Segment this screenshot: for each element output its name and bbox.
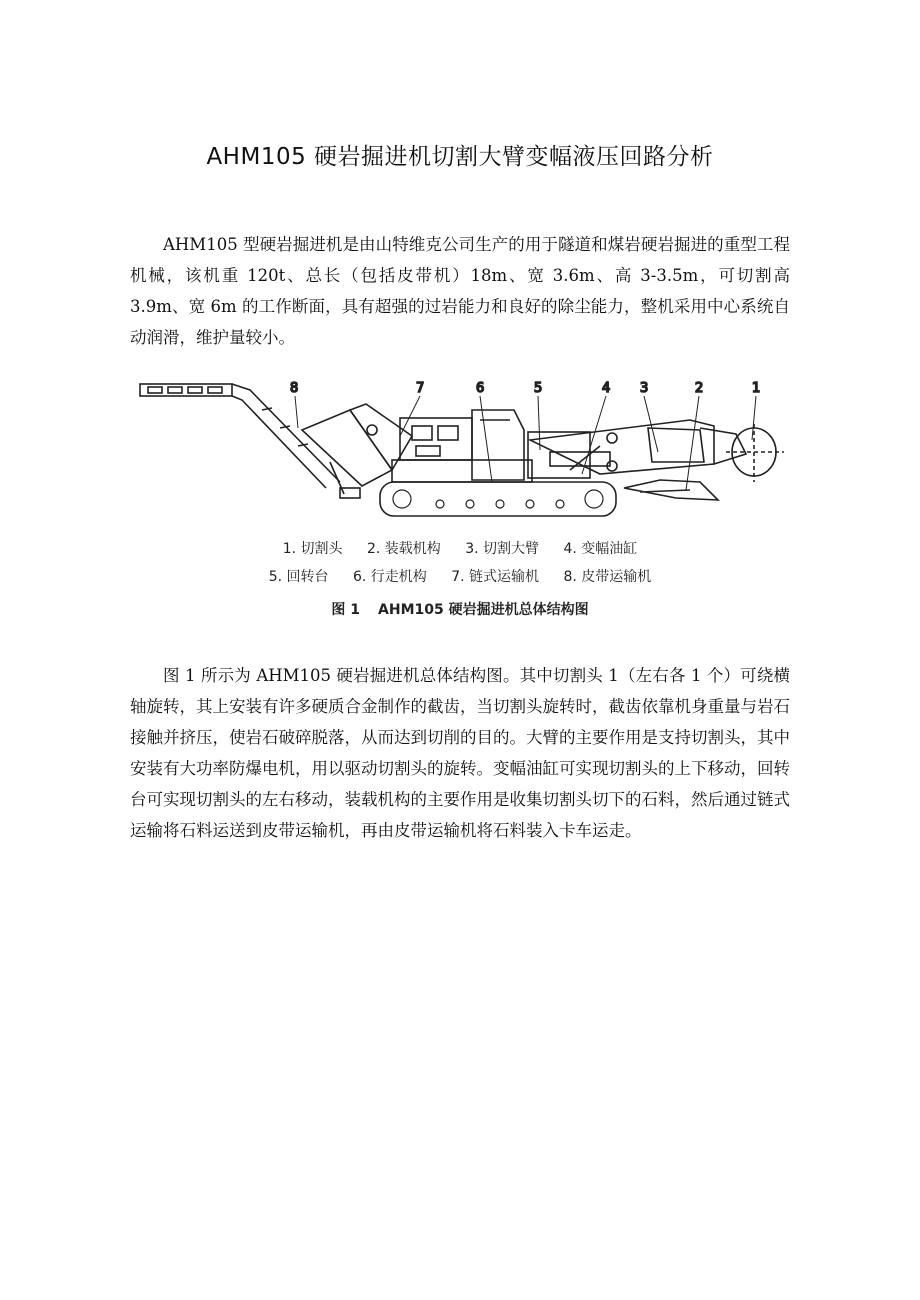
intro-paragraph: AHM105 型硬岩掘进机是由山特维克公司生产的用于隧道和煤岩硬岩掘进的重型工程机械，该机重 120t、总长（包括皮带机）18m、宽 3.6m、高 3-3.5m，可切割高 3.9m、宽 6m 的工作断面，具有超强的过岩能力和良好的除尘能力，整机采用中心系统自动润滑，维护量较小。 [130,235,790,347]
legend-item: 5. 回转台 [268,569,329,585]
legend-item: 4. 变幅油缸 [563,541,638,557]
legend-item: 6. 行走机构 [352,569,427,585]
legend-item: 8. 皮带运输机 [563,569,652,585]
figure-caption [130,599,790,619]
callout-4: 4 [602,381,611,396]
callout-1: 1 [752,381,761,396]
leader-lines [295,396,756,490]
boom-assembly-shape [528,420,746,478]
belt-conveyor-shape [140,384,340,488]
callout-3: 3 [640,381,649,396]
legend-item: 7. 链式运输机 [451,569,540,585]
legend-row-1 [130,538,790,558]
legend-item: 3. 切割大臂 [465,541,540,557]
callout-2: 2 [695,381,704,396]
legend-item: 2. 装载机构 [366,541,441,557]
legend-item: 1. 切割头 [282,541,343,557]
figure-caption-number: 图 1 [331,602,361,618]
callout-5: 5 [534,381,543,396]
document-title: AHM105 硬岩掘进机切割大臂变幅液压回路分析 [206,144,714,170]
machine-diagram [130,370,790,530]
machine-body-shape [392,410,532,482]
cutter-head-shape [726,424,784,482]
callout-8: 8 [290,381,299,396]
loading-mechanism-shape [624,480,718,500]
chain-conveyor-shape [302,404,412,498]
figure-caption-text: AHM105 硬岩掘进机总体结构图 [378,602,589,618]
legend-row-2 [130,566,790,586]
description-paragraph: 图 1 所示为 AHM105 硬岩掘进机总体结构图。其中切割头 1（左右各 1 个）可绕横轴旋转，其上安装有许多硬质合金制作的截齿，当切割头旋转时，截齿依靠机身重量与岩石接触并挤压，使岩石破碎脱落，从而达到切削的目的。大臂的主要作用是支持切割头，其中安装有大功率防爆电机，用以驱动切割头的旋转。变幅油缸可实现切割头的上下移动，回转台可实现切割头的左右移动，装载机构的主要作用是收集切割头切下的石料，然后通过链式运输将石料运送到皮带运输机，再由皮带运输机将石料装入卡车运走。 [130,666,790,840]
crawler-track-shape [380,482,616,516]
machine-structure-figure [130,370,790,630]
callout-6: 6 [476,381,485,396]
callout-7: 7 [416,381,425,396]
